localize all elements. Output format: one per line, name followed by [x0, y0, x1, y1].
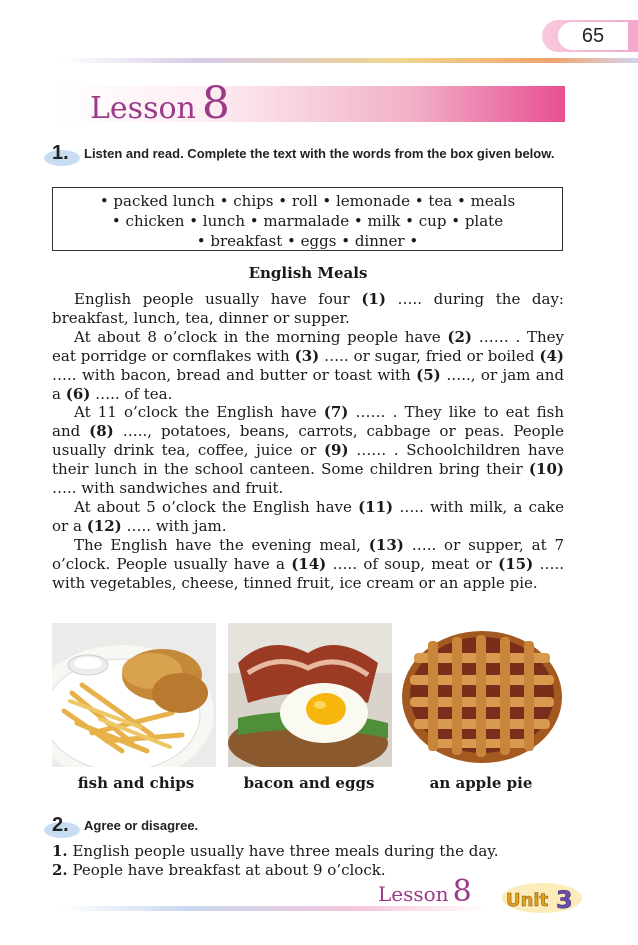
gap-number: (6) — [65, 384, 91, 403]
reading-paragraph — [52, 290, 564, 328]
lesson-number: 8 — [201, 78, 230, 129]
gap-number: (2) — [447, 327, 473, 346]
statement-1-number: 1. — [52, 842, 68, 860]
text-segment: ….. or sugar, fried or boiled — [319, 346, 540, 365]
gap-number: (3) — [294, 346, 320, 365]
gap-number: (14) — [291, 554, 327, 573]
fish-and-chips-photo — [52, 623, 216, 767]
exercise-1-number: 1. — [52, 142, 69, 164]
text-segment: ….. with jam. — [121, 516, 227, 535]
lesson-word: Lesson — [90, 91, 196, 126]
reading-text — [52, 290, 564, 593]
word-box — [52, 187, 563, 251]
word-box-line: • breakfast • eggs • dinner • — [196, 232, 419, 250]
unit-number: 3 — [556, 886, 573, 914]
text-segment: ….., potatoes, beans, carrots, cabbage or peas. People usually drink tea, coffee, juice or — [52, 422, 564, 460]
reading-paragraph — [52, 328, 564, 404]
gap-number: (1) — [361, 290, 386, 308]
text-segment: At 11 o’clock the English have — [74, 403, 324, 422]
text-segment: ….. of soup, meat or — [326, 554, 499, 573]
gap-number: (4) — [539, 346, 564, 365]
unit-logo — [498, 876, 588, 916]
gap-number: (8) — [89, 422, 114, 441]
apple-pie-photo — [400, 623, 564, 767]
lesson-title — [90, 78, 230, 129]
reading-paragraph — [52, 403, 564, 498]
text-segment: ….. with bacon, bread and butter or toast with — [52, 365, 417, 384]
footer-lesson-word: Lesson — [378, 882, 449, 906]
bacon-and-eggs-photo — [228, 623, 392, 767]
statement-2-text: People have breakfast at about 9 o’clock. — [67, 861, 386, 879]
text-segment: …… . Schoolchildren have their lunch in the school canteen. Some children bring their — [52, 441, 564, 479]
apple-pie-caption: an apple pie — [429, 774, 533, 792]
text-segment: …… . They eat porridge or cornflakes with — [52, 327, 564, 365]
text-segment: ….. during the day: breakfast, lunch, tea, dinner or supper. — [52, 290, 564, 327]
footer-lesson-number: 8 — [452, 874, 472, 909]
gap-number: (11) — [358, 497, 394, 516]
exercise-1-instruction: Listen and read. Complete the text with the words from the box given below. — [84, 146, 555, 161]
reading-paragraph — [52, 536, 564, 593]
gap-number: (13) — [368, 535, 404, 554]
gap-number: (15) — [498, 554, 534, 573]
text-segment: ….. with sandwiches and fruit. — [52, 479, 284, 498]
gap-number: (5) — [416, 365, 441, 384]
text-segment: ….. or supper, at 7 o’clock. People usually have a — [52, 535, 564, 573]
statement-1 — [52, 842, 499, 861]
text-segment: ….. with vegetables, cheese, tinned fruit, ice cream or an apple pie. — [52, 554, 564, 592]
bacon-and-eggs-caption: bacon and eggs — [243, 774, 375, 792]
text-segment: ….. with milk, a cake or a — [52, 497, 564, 535]
text-segment: English people usually have four — [74, 290, 362, 308]
gap-number: (7) — [323, 403, 349, 422]
text-title: English Meals — [248, 264, 368, 282]
footer-lesson — [378, 874, 472, 909]
reading-paragraph — [52, 498, 564, 536]
statement-2-number: 2. — [52, 861, 68, 879]
statement-1-text: English people usually have three meals during the day. — [67, 842, 499, 860]
text-segment: …… . They like to eat fish and — [52, 403, 564, 441]
text-segment: The English have the evening meal, — [74, 535, 369, 554]
page-number: 65 — [558, 22, 628, 50]
top-decorative-rule — [60, 58, 638, 63]
text-segment: At about 8 o’clock in the morning people have — [74, 327, 448, 346]
text-segment: ….., or jam and a — [52, 365, 564, 403]
text-segment: ….. of tea. — [90, 384, 173, 403]
word-box-line: • packed lunch • chips • roll • lemonade • tea • meals — [99, 192, 516, 210]
exercise-2-number: 2. — [52, 814, 69, 836]
fish-and-chips-caption: fish and chips — [77, 774, 195, 792]
gap-number: (9) — [323, 441, 349, 460]
unit-word: Unit — [506, 890, 549, 911]
gap-number: (10) — [528, 460, 564, 479]
exercise-2-instruction: Agree or disagree. — [84, 818, 199, 833]
gap-number: (12) — [86, 516, 122, 535]
text-segment: At about 5 o’clock the English have — [74, 497, 359, 516]
word-box-line: • chicken • lunch • marmalade • milk • cup • plate — [111, 212, 504, 230]
